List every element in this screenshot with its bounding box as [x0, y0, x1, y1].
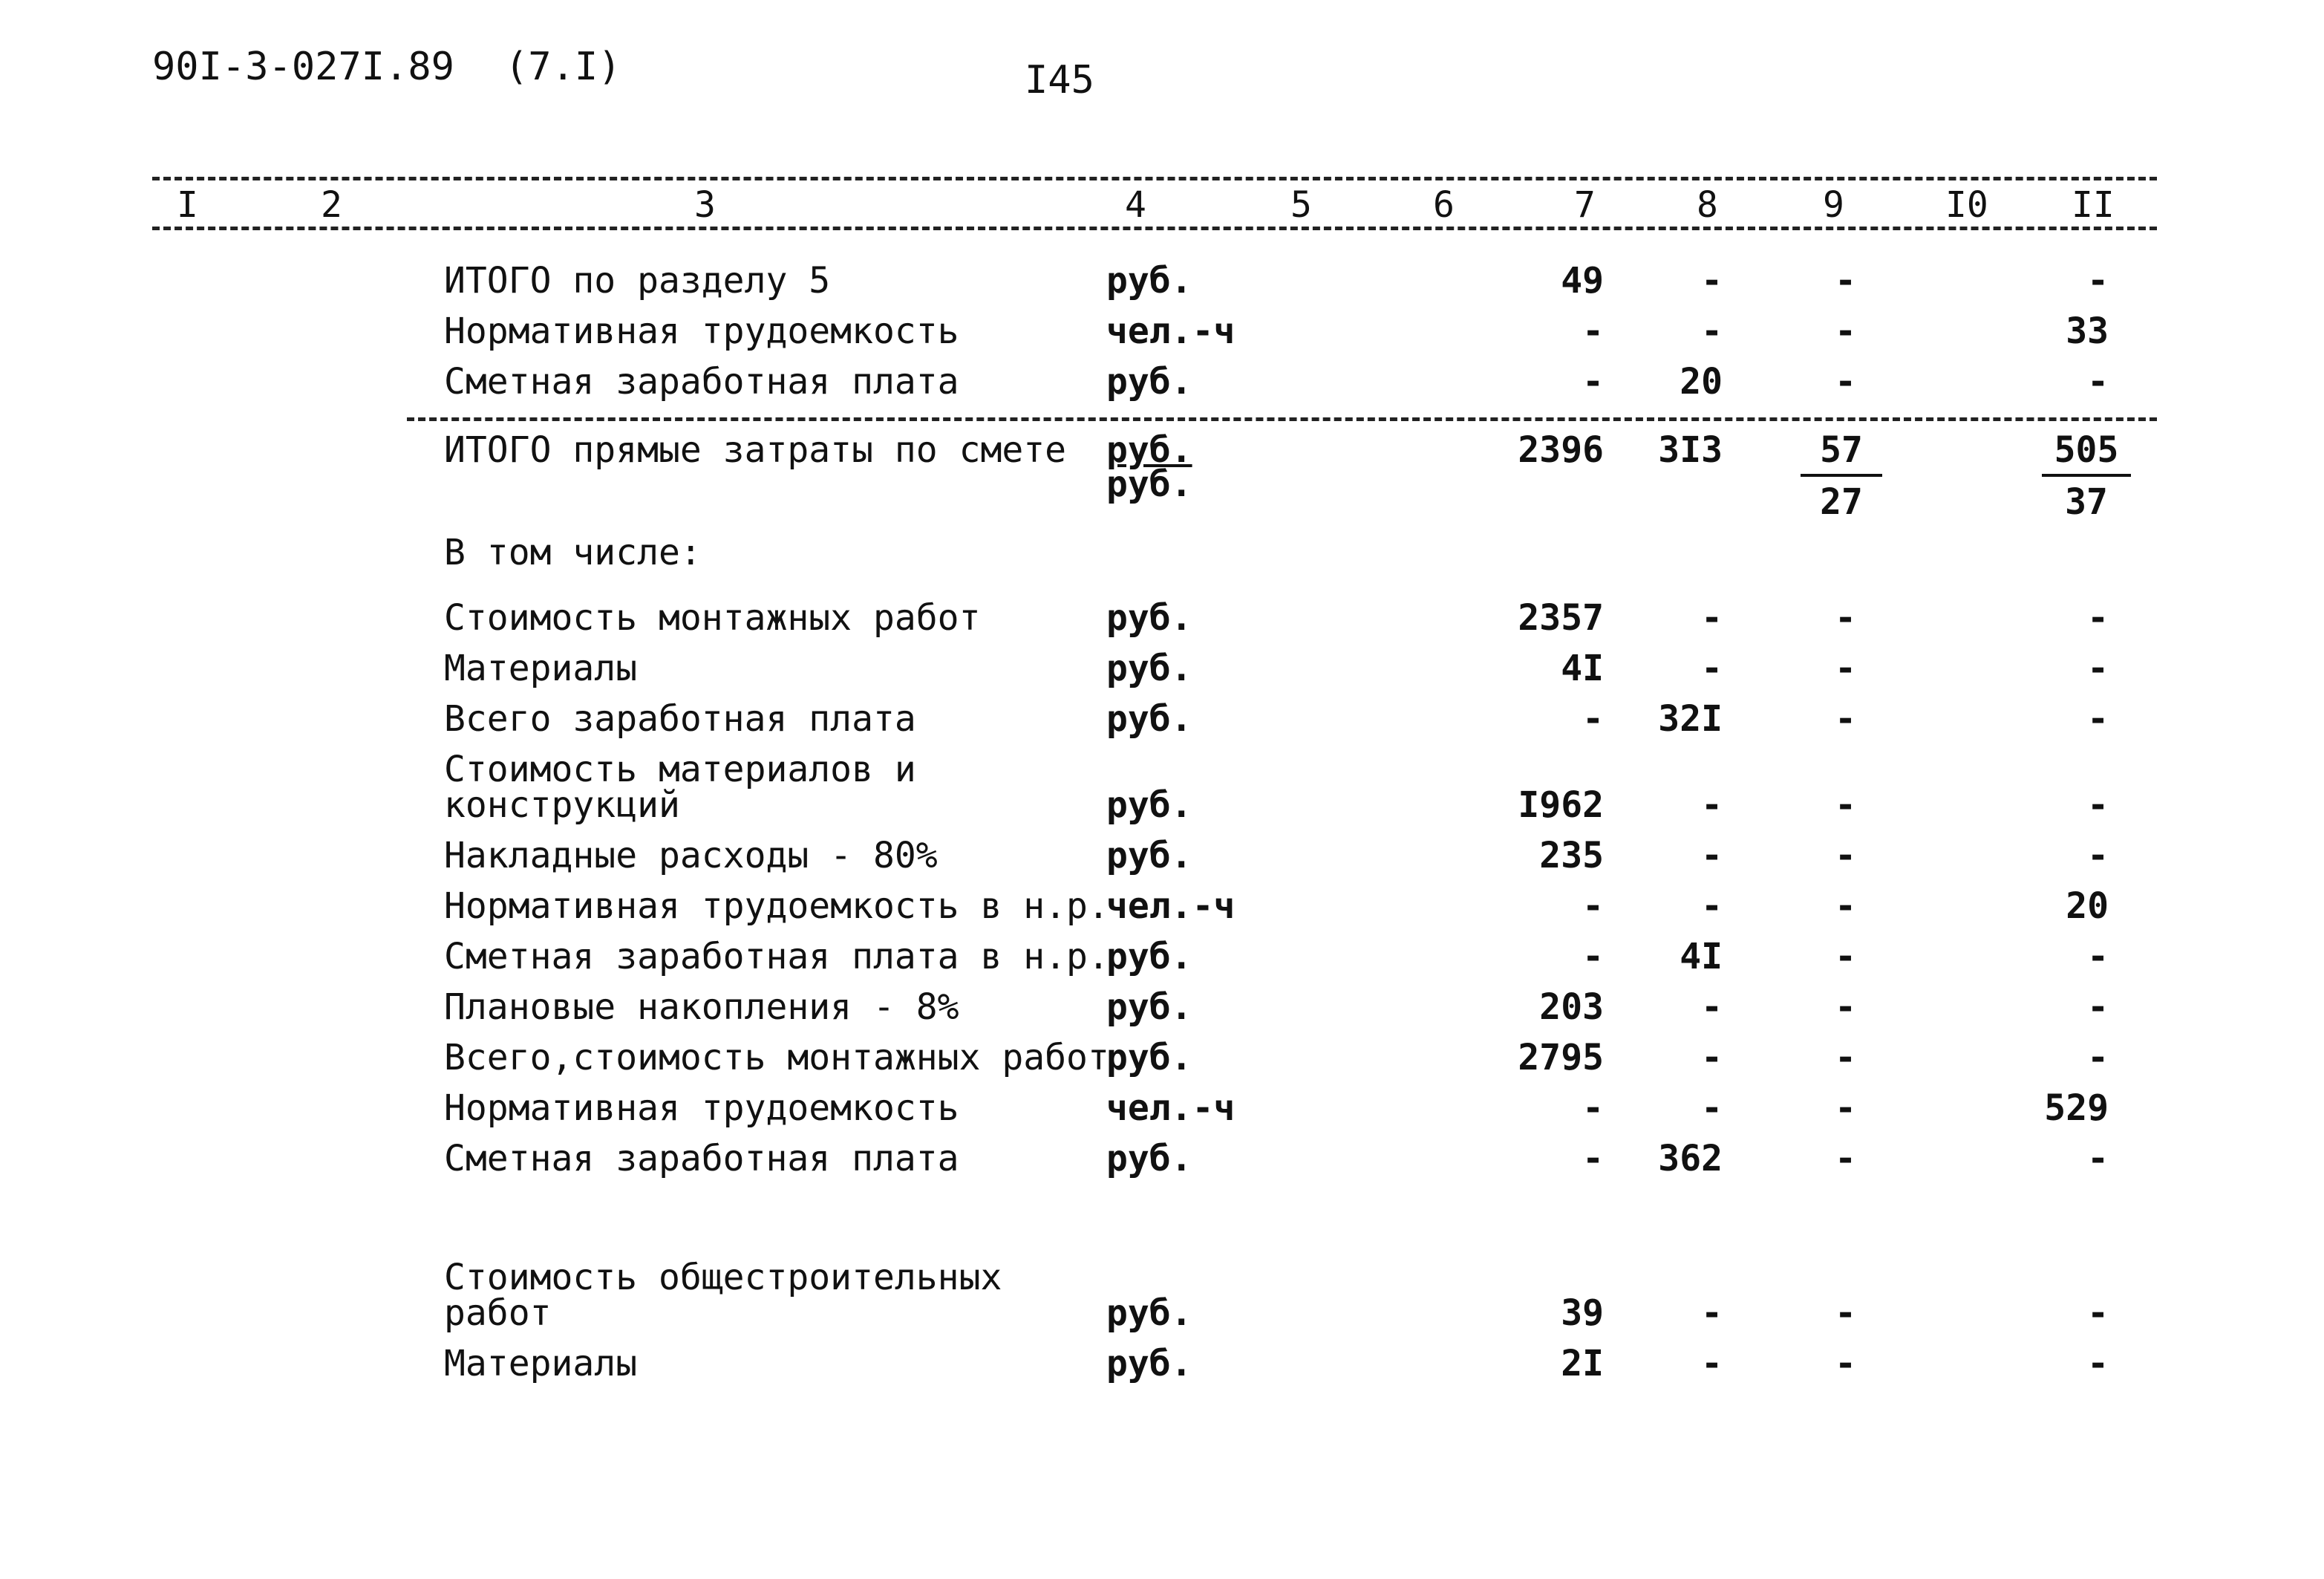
cell-col7: -: [1582, 361, 1604, 403]
row-unit: руб.: [1106, 1292, 1192, 1334]
table-row: [0, 1257, 2324, 1337]
row-unit-secondary: руб.: [1106, 463, 1192, 505]
section-number: (7.I): [505, 45, 621, 89]
table-row: [0, 936, 2324, 980]
header-top-rule: [152, 177, 2157, 180]
cell-col8: -: [1701, 885, 1723, 927]
column-header-7: 7: [1574, 184, 1596, 226]
table-row: [0, 1343, 2324, 1387]
row-unit: руб.: [1106, 1138, 1192, 1179]
cell-col7: 39: [1561, 1292, 1604, 1334]
cell-col7: -: [1582, 698, 1604, 740]
cell-col11: -: [2087, 1292, 2109, 1334]
row-unit: руб.: [1106, 698, 1192, 740]
cell-col9: -: [1835, 597, 1856, 639]
row-unit: руб.: [1106, 597, 1192, 639]
cell-col8: 20: [1680, 361, 1723, 403]
table-row: [0, 260, 2324, 305]
cell-col9: -: [1835, 885, 1856, 927]
column-header-1: I: [177, 184, 198, 226]
cell-col8: -: [1701, 1343, 1723, 1384]
cell-col7: 2I: [1561, 1343, 1604, 1384]
cell-col9: -: [1835, 1292, 1856, 1334]
row-label: Стоимость общестроительных: [444, 1257, 1002, 1298]
fraction-numerator: 57: [1801, 429, 1882, 477]
cell-col11: -: [2087, 597, 2109, 639]
cell-col8: 4I: [1680, 936, 1723, 977]
cell-col7: 2396: [1518, 429, 1604, 471]
cell-col8: -: [1701, 784, 1723, 826]
cell-col7: 4I: [1561, 648, 1604, 689]
cell-col9: -: [1835, 986, 1856, 1028]
cell-col11: -: [2087, 835, 2109, 876]
table-row: [0, 698, 2324, 743]
table-row: [0, 1087, 2324, 1132]
cell-col7: -: [1582, 885, 1604, 927]
table-row: [0, 532, 2324, 576]
cell-col9: -: [1835, 1138, 1856, 1179]
table-row: [0, 885, 2324, 930]
row-unit: чел.-ч: [1106, 1087, 1236, 1129]
column-header-10: I0: [1945, 184, 1988, 226]
row-label: Стоимость материалов и: [444, 749, 916, 790]
row-unit: руб.: [1106, 260, 1192, 302]
cell-col9: -: [1835, 1037, 1856, 1078]
cell-col11: -: [2087, 260, 2109, 302]
row-unit: руб.: [1106, 986, 1192, 1028]
header-bottom-rule: [152, 227, 2157, 230]
row-label: Нормативная трудоемкость: [444, 310, 959, 352]
fraction-col9: [1801, 429, 1882, 523]
column-header-5: 5: [1290, 184, 1312, 226]
cell-col8: -: [1701, 310, 1723, 352]
cell-col7: 49: [1561, 260, 1604, 302]
subheading: В том числе:: [444, 532, 702, 573]
cell-col8: 32I: [1658, 698, 1723, 740]
table-row: [0, 1138, 2324, 1182]
row-unit: руб.: [1106, 936, 1192, 977]
table-row: [0, 361, 2324, 406]
cell-col8: -: [1701, 1087, 1723, 1129]
row-label: Материалы: [444, 1343, 638, 1384]
cell-col11: -: [2087, 986, 2109, 1028]
cell-col7: -: [1582, 1087, 1604, 1129]
row-unit: чел.-ч: [1106, 885, 1236, 927]
cell-col7: 203: [1539, 986, 1604, 1028]
cell-col7: 2795: [1518, 1037, 1604, 1078]
column-header-3: 3: [694, 184, 716, 226]
cell-col9: -: [1835, 784, 1856, 826]
row-unit: руб.: [1106, 835, 1192, 876]
table-row: [0, 749, 2324, 829]
row-label: Материалы: [444, 648, 638, 689]
row-unit: руб.: [1106, 1037, 1192, 1078]
row-label: Сметная заработная плата в н.р.: [444, 936, 1109, 977]
cell-col7: -: [1582, 310, 1604, 352]
row-label-continuation: работ: [444, 1292, 552, 1334]
cell-col11: 33: [2066, 310, 2109, 352]
cell-col7: 235: [1539, 835, 1604, 876]
row-label: Сметная заработная плата: [444, 361, 959, 403]
cell-col8: -: [1701, 597, 1723, 639]
cell-col9: -: [1835, 648, 1856, 689]
fraction-denominator: 27: [1820, 481, 1863, 523]
fraction-numerator: 505: [2042, 429, 2131, 477]
fraction-col11: [2042, 429, 2131, 523]
row-unit: руб.: [1106, 361, 1192, 403]
document-code: 90I-3-027I.89: [152, 45, 454, 89]
cell-col9: -: [1835, 698, 1856, 740]
cell-col9: -: [1835, 835, 1856, 876]
row-label: Плановые накопления - 8%: [444, 986, 959, 1028]
row-label: Нормативная трудоемкость: [444, 1087, 959, 1129]
section-rule: [407, 417, 2157, 421]
cell-col11: -: [2087, 784, 2109, 826]
fraction-denominator: 37: [2065, 481, 2108, 523]
row-label: ИТОГО по разделу 5: [444, 260, 831, 302]
row-label: Нормативная трудоемкость в н.р.: [444, 885, 1109, 927]
table-row: [0, 648, 2324, 692]
cell-col11: -: [2087, 1037, 2109, 1078]
cell-col11: -: [2087, 936, 2109, 977]
row-unit: руб.: [1106, 429, 1192, 471]
cell-col9: -: [1835, 1343, 1856, 1384]
column-header-9: 9: [1823, 184, 1844, 226]
cell-col8: -: [1701, 648, 1723, 689]
cell-col7: I962: [1518, 784, 1604, 826]
cell-col9: -: [1835, 361, 1856, 403]
row-label: Стоимость монтажных работ: [444, 597, 981, 639]
row-unit: руб.: [1106, 784, 1192, 826]
cell-col8: -: [1701, 260, 1723, 302]
column-header-11: II: [2072, 184, 2115, 226]
row-unit: руб.: [1106, 1343, 1192, 1384]
row-unit: чел.-ч: [1106, 310, 1236, 352]
column-header-4: 4: [1125, 184, 1146, 226]
table-row: [0, 835, 2324, 879]
row-unit: руб.: [1106, 648, 1192, 689]
cell-col7: -: [1582, 936, 1604, 977]
page-number: I45: [1025, 58, 1094, 102]
cell-col11: -: [2087, 648, 2109, 689]
cell-col8: 3I3: [1658, 429, 1723, 471]
column-header-8: 8: [1697, 184, 1718, 226]
table-row: [0, 986, 2324, 1031]
row-label: Сметная заработная плата: [444, 1138, 959, 1179]
cell-col11: 20: [2066, 885, 2109, 927]
cell-col11: -: [2087, 1343, 2109, 1384]
table-row: [0, 597, 2324, 642]
cell-col8: -: [1701, 1037, 1723, 1078]
column-header-6: 6: [1433, 184, 1455, 226]
cell-col9: -: [1835, 260, 1856, 302]
cell-col7: 2357: [1518, 597, 1604, 639]
row-label: Всего,стоимость монтажных работ: [444, 1037, 1109, 1078]
cell-col11: -: [2087, 698, 2109, 740]
table-row: [0, 310, 2324, 355]
table-row: [0, 1037, 2324, 1081]
row-label: Всего заработная плата: [444, 698, 916, 740]
cell-col11: 529: [2044, 1087, 2109, 1129]
cell-col8: -: [1701, 835, 1723, 876]
row-label: Накладные расходы - 80%: [444, 835, 938, 876]
column-header-2: 2: [321, 184, 342, 226]
row-label-continuation: конструкций: [444, 784, 680, 826]
cell-col7: -: [1582, 1138, 1604, 1179]
cell-col9: -: [1835, 310, 1856, 352]
row-label: ИТОГО прямые затраты по смете: [444, 429, 1067, 471]
cell-col8: -: [1701, 986, 1723, 1028]
cell-col11: -: [2087, 361, 2109, 403]
cell-col8: -: [1701, 1292, 1723, 1334]
cell-col9: -: [1835, 936, 1856, 977]
cell-col9: -: [1835, 1087, 1856, 1129]
cell-col8: 362: [1658, 1138, 1723, 1179]
cell-col11: -: [2087, 1138, 2109, 1179]
